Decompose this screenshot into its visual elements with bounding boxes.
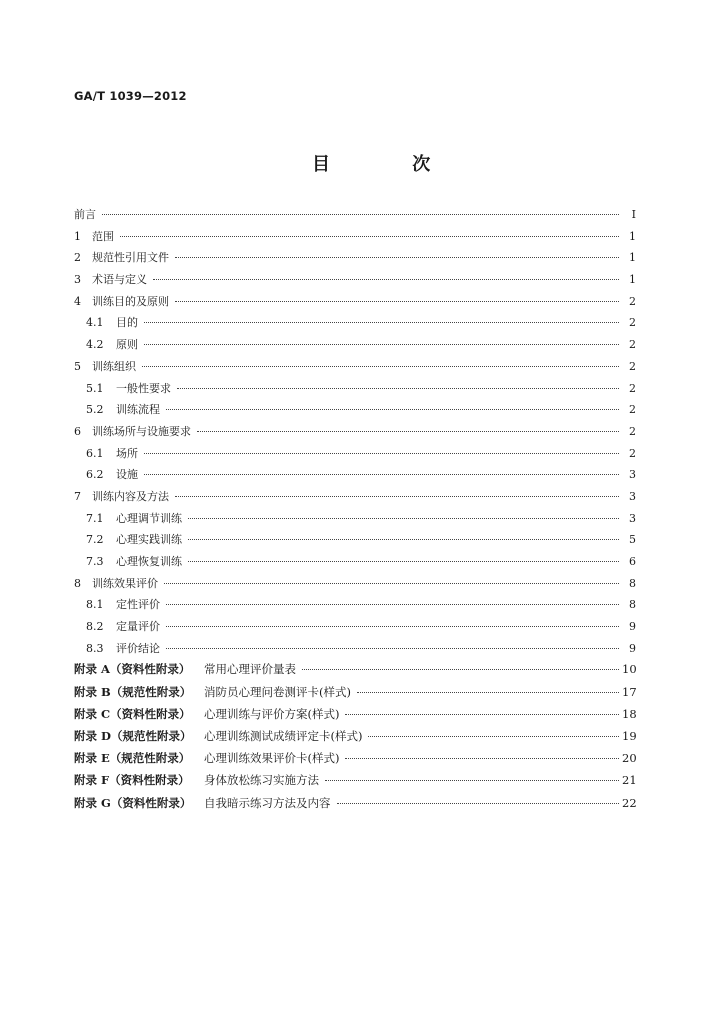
toc-annex-g[interactable]: [74, 795, 636, 817]
toc-title: 目 次: [312, 154, 469, 175]
toc-entry-label: 心理训练测试成绩评定卡(样式): [204, 729, 363, 743]
standard-code: GA/T 1039—2012: [74, 89, 187, 103]
dot-leader: [197, 431, 619, 432]
annex-tag: 附录 A（资料性附录）: [74, 662, 191, 677]
toc-entry-page: 6: [629, 555, 636, 568]
toc-entry-label: 消防员心理问卷测评卡(样式): [204, 684, 351, 699]
toc-entry-page: 17: [622, 684, 637, 699]
toc-entry-page: 3: [629, 468, 636, 482]
toc-entry-8-2[interactable]: [74, 618, 636, 640]
toc-entry-label: 自我暗示练习方法及内容: [204, 795, 331, 810]
annex-tag: 附录 B（规范性附录）: [74, 684, 192, 699]
toc-entry-page: 2: [629, 316, 636, 330]
dot-leader: [144, 322, 619, 323]
toc-entry-page: 2: [629, 424, 636, 438]
dot-leader: [144, 344, 619, 345]
toc-entry-7-2[interactable]: [74, 531, 636, 553]
dot-leader: [175, 496, 619, 497]
toc-entry-6[interactable]: [74, 423, 636, 445]
toc-entry-label: 一般性要求: [116, 381, 171, 395]
toc-entry-page: 20: [622, 751, 637, 766]
dot-leader: [164, 583, 619, 584]
toc-annex-f[interactable]: [74, 772, 636, 794]
toc-annex-b[interactable]: [74, 684, 636, 706]
dot-leader: [188, 539, 619, 540]
toc-entry-page: 2: [629, 338, 636, 352]
toc-entry-number: 2: [74, 251, 81, 265]
toc-entry-7-1[interactable]: [74, 510, 636, 532]
toc-entry-label: 定量评价: [116, 620, 160, 634]
toc-entry-label: 设施: [116, 468, 138, 482]
toc-entry-number: 6: [74, 424, 81, 438]
toc-entry-page: I: [631, 208, 636, 221]
toc-entry-number: 4.2: [86, 338, 104, 352]
dot-leader: [337, 803, 620, 804]
dot-leader: [120, 236, 619, 237]
toc-entry-number: 8.3: [86, 641, 104, 655]
table-of-contents: [74, 206, 636, 817]
toc-entry-page: 2: [629, 446, 636, 460]
toc-entry-page: 8: [629, 598, 636, 612]
toc-entry-page: 1: [629, 229, 636, 243]
dot-leader: [345, 758, 619, 759]
toc-entry-label: 目的: [116, 316, 138, 330]
dot-leader: [144, 474, 619, 475]
dot-leader: [175, 301, 619, 302]
toc-entry-6-2[interactable]: [74, 466, 636, 488]
toc-entry-page: 5: [629, 533, 636, 547]
annex-tag: 附录 E（规范性附录）: [74, 751, 191, 766]
toc-entry-page: 10: [622, 662, 637, 677]
dot-leader: [357, 692, 619, 693]
toc-entry-number: 7.2: [86, 533, 104, 547]
toc-entry-number: 4: [74, 294, 81, 308]
toc-entry-number: 5.2: [86, 403, 104, 417]
toc-entry-3[interactable]: [74, 271, 636, 293]
annex-tag: 附录 F（资料性附录）: [74, 773, 190, 788]
toc-entry-label: 心理实践训练: [116, 533, 182, 547]
toc-entry-6-1[interactable]: [74, 445, 636, 467]
toc-entry-page: 9: [629, 620, 636, 634]
toc-entry-label: 训练效果评价: [92, 576, 158, 590]
dot-leader: [325, 780, 619, 781]
dot-leader: [166, 648, 619, 649]
dot-leader: [144, 453, 619, 454]
toc-entry-number: 5.1: [86, 381, 104, 395]
toc-entry-number: 1: [74, 229, 81, 243]
toc-entry-number: 3: [74, 273, 81, 287]
toc-entry-label: 规范性引用文件: [92, 251, 169, 265]
dot-leader: [166, 409, 619, 410]
toc-entry-label: 前言: [74, 208, 96, 221]
dot-leader: [368, 736, 619, 737]
toc-entry-1[interactable]: [74, 228, 636, 250]
toc-annex-c[interactable]: [74, 706, 636, 728]
toc-annex-e[interactable]: [74, 750, 636, 772]
toc-entry-7-3[interactable]: [74, 553, 636, 575]
annex-tag: 附录 C（资料性附录）: [74, 706, 191, 721]
dot-leader: [177, 388, 619, 389]
toc-entry-label: 评价结论: [116, 641, 160, 655]
toc-entry-page: 18: [622, 706, 637, 721]
toc-entry-page: 21: [622, 773, 637, 788]
dot-leader: [302, 669, 619, 670]
toc-entry-label: 训练流程: [116, 403, 160, 417]
annex-tag: 附录 G（资料性附录）: [74, 795, 192, 810]
dot-leader: [142, 366, 619, 367]
dot-leader: [175, 257, 619, 258]
toc-entry-number: 8: [74, 576, 81, 590]
toc-entry-page: 3: [629, 511, 636, 525]
dot-leader: [166, 604, 619, 605]
toc-entry-label: 心理恢复训练: [116, 555, 182, 568]
toc-entry-label: 术语与定义: [92, 273, 147, 287]
toc-entry-label: 心理调节训练: [116, 511, 182, 525]
toc-entry-8[interactable]: [74, 575, 636, 597]
toc-entry-5-2[interactable]: [74, 401, 636, 423]
toc-entry-number: 4.1: [86, 316, 104, 330]
toc-entry-page: 1: [629, 273, 636, 287]
toc-entry-page: 2: [629, 381, 636, 395]
toc-entry-5[interactable]: [74, 358, 636, 380]
toc-entry-label: 定性评价: [116, 598, 160, 612]
dot-leader: [188, 518, 619, 519]
toc-entry-4-1[interactable]: [74, 314, 636, 336]
toc-entry-page: 19: [622, 729, 637, 743]
toc-entry-number: 8.2: [86, 620, 104, 634]
toc-entry-label: 训练组织: [92, 359, 136, 373]
toc-entry-page: 3: [629, 489, 636, 503]
toc-entry-number: 8.1: [86, 598, 104, 612]
toc-entry-number: 6.1: [86, 446, 104, 460]
toc-entry-label: 训练目的及原则: [92, 294, 169, 308]
toc-entry-number: 5: [74, 359, 81, 373]
toc-entry-label: 场所: [116, 446, 138, 460]
toc-entry-label: 常用心理评价量表: [204, 662, 296, 677]
toc-entry-page: 2: [629, 294, 636, 308]
toc-entry-number: 7.1: [86, 511, 104, 525]
toc-entry-4-2[interactable]: [74, 336, 636, 358]
toc-annex-a[interactable]: [74, 661, 636, 683]
toc-entry-page: 1: [629, 251, 636, 265]
dot-leader: [188, 561, 619, 562]
toc-entry-label: 原则: [116, 338, 138, 352]
toc-entry-page: 2: [629, 403, 636, 417]
toc-entry-page: 22: [622, 795, 637, 810]
toc-entry-2[interactable]: [74, 249, 636, 271]
toc-entry-7[interactable]: [74, 488, 636, 510]
toc-entry-number: 6.2: [86, 468, 104, 482]
toc-entry-page: 2: [629, 359, 636, 373]
dot-leader: [166, 626, 619, 627]
annex-tag: 附录 D（规范性附录）: [74, 729, 192, 743]
toc-entry-page: 8: [629, 576, 636, 590]
toc-entry-preface[interactable]: [74, 206, 636, 228]
toc-entry-4[interactable]: [74, 293, 636, 315]
dot-leader: [345, 714, 619, 715]
toc-entry-label: 心理训练效果评价卡(样式): [204, 751, 340, 766]
toc-entry-label: 身体放松练习实施方法: [204, 773, 319, 788]
toc-entry-5-1[interactable]: [74, 380, 636, 402]
toc-entry-page: 9: [629, 641, 636, 655]
dot-leader: [153, 279, 619, 280]
toc-annex-d[interactable]: [74, 728, 636, 750]
toc-entry-label: 范围: [92, 229, 114, 243]
toc-entry-number: 7.3: [86, 555, 104, 568]
toc-entry-label: 心理训练与评价方案(样式): [204, 706, 340, 721]
toc-entry-8-3[interactable]: [74, 640, 636, 662]
toc-entry-8-1[interactable]: [74, 596, 636, 618]
dot-leader: [102, 214, 619, 215]
toc-entry-label: 训练内容及方法: [92, 489, 169, 503]
toc-entry-number: 7: [74, 489, 81, 503]
toc-entry-label: 训练场所与设施要求: [92, 424, 191, 438]
